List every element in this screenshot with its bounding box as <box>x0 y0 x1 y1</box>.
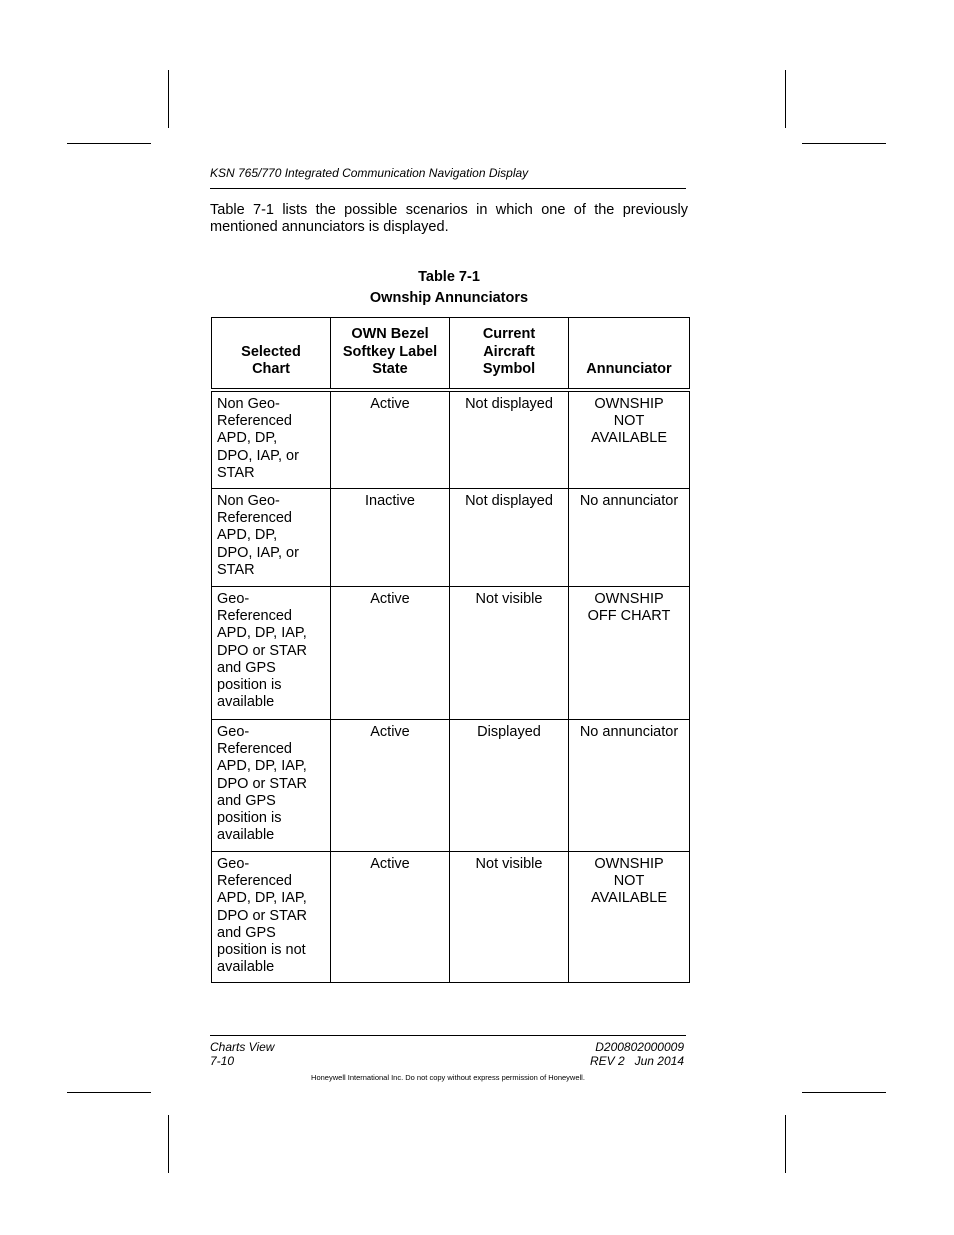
table-row <box>212 852 690 983</box>
crop-mark <box>67 1092 151 1093</box>
cell-bezel-state: Active <box>331 390 450 489</box>
cell-selected-chart: Geo- Referenced APD, DP, IAP, DPO or STAR and GPS position is not available <box>212 852 331 983</box>
table-row <box>212 587 690 720</box>
cell-aircraft-symbol: Not displayed <box>450 390 569 489</box>
table-title: Ownship Annunciators <box>369 290 529 306</box>
column-header: Current Aircraft Symbol <box>450 318 569 391</box>
table-row <box>212 390 690 489</box>
cell-aircraft-symbol: Not visible <box>450 852 569 983</box>
column-header: Selected Chart <box>212 318 331 391</box>
cell-selected-chart: Non Geo- Referenced APD, DP, DPO, IAP, or STAR <box>212 489 331 587</box>
crop-mark <box>802 143 886 144</box>
cell-annunciator: No annunciator <box>569 720 690 852</box>
footer-revision: REV 2 Jun 2014 <box>589 1054 684 1068</box>
cell-selected-chart: Geo- Referenced APD, DP, IAP, DPO or STAR and GPS position is available <box>212 587 331 720</box>
footer-page-number: 7-10 <box>210 1054 235 1068</box>
cell-aircraft-symbol: Not visible <box>450 587 569 720</box>
table-row <box>212 489 690 587</box>
crop-mark <box>168 1115 169 1173</box>
crop-mark <box>67 143 151 144</box>
cell-aircraft-symbol: Not displayed <box>450 489 569 587</box>
cell-selected-chart: Geo- Referenced APD, DP, IAP, DPO or STAR and GPS position is available <box>212 720 331 852</box>
cell-bezel-state: Active <box>331 852 450 983</box>
cell-bezel-state: Active <box>331 587 450 720</box>
cell-aircraft-symbol: Displayed <box>450 720 569 852</box>
cell-bezel-state: Inactive <box>331 489 450 587</box>
copyright-notice: Honeywell International Inc. Do not copy without express permission of Honeywell. <box>311 1073 585 1082</box>
table-row <box>212 720 690 852</box>
crop-mark <box>168 70 169 128</box>
intro-paragraph: Table 7-1 lists the possible scenarios in which one of the previously mentioned annunciators is displayed. <box>210 202 688 235</box>
header-rule <box>210 188 686 189</box>
cell-annunciator: OWNSHIP NOT AVAILABLE <box>569 852 690 983</box>
cell-annunciator: No annunciator <box>569 489 690 587</box>
crop-mark <box>785 70 786 128</box>
crop-mark <box>785 1115 786 1173</box>
table-caption <box>210 267 688 309</box>
column-header: OWN Bezel Softkey Label State <box>331 318 450 391</box>
crop-mark <box>802 1092 886 1093</box>
footer-right <box>486 1040 684 1068</box>
footer-doc-number: D200802000009 <box>595 1040 684 1054</box>
cell-selected-chart: Non Geo- Referenced APD, DP, DPO, IAP, or STAR <box>212 390 331 489</box>
ownship-annunciators-table <box>211 317 690 983</box>
footer-left <box>210 1040 274 1068</box>
cell-bezel-state: Active <box>331 720 450 852</box>
table-number: Table 7-1 <box>418 269 480 285</box>
column-header: Annunciator <box>569 318 690 391</box>
running-header: KSN 765/770 Integrated Communication Navigation Display <box>210 166 529 180</box>
footer-section: Charts View <box>210 1040 275 1054</box>
cell-annunciator: OWNSHIP OFF CHART <box>569 587 690 720</box>
table-header-row <box>212 318 690 391</box>
footer-rule <box>210 1035 686 1036</box>
cell-annunciator: OWNSHIP NOT AVAILABLE <box>569 390 690 489</box>
